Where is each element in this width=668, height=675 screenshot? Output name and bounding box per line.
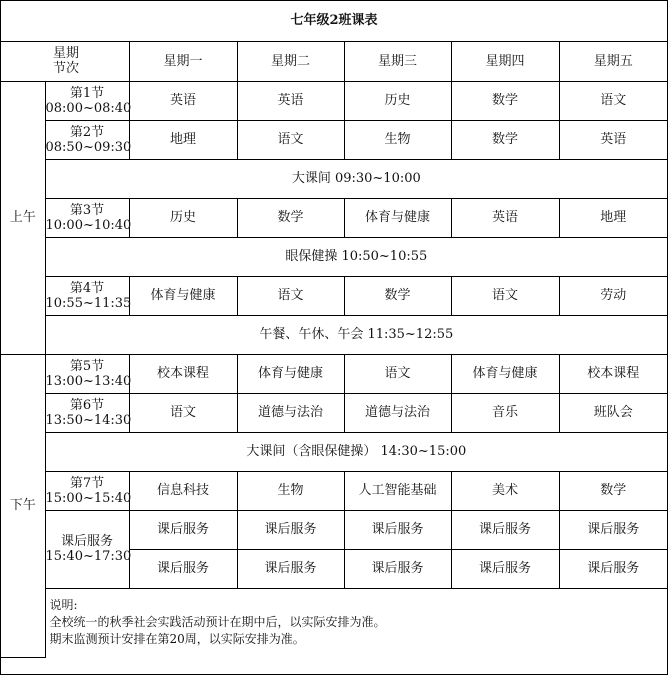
class-cell: 地理 xyxy=(129,120,237,159)
class-cell: 语文 xyxy=(237,120,344,159)
class-cell: 生物 xyxy=(344,120,451,159)
table-row xyxy=(1,354,667,393)
period-name: 第2节 xyxy=(69,124,105,140)
period-name: 第5节 xyxy=(69,358,105,374)
class-cell: 体育与健康 xyxy=(344,198,451,237)
class-cell: 道德与法治 xyxy=(237,393,344,432)
class-cell: 数学 xyxy=(451,81,559,120)
period-cell xyxy=(45,393,132,432)
class-cell: 英语 xyxy=(559,120,667,159)
big-break-am: 大课间 09:30~10:00 xyxy=(45,159,667,198)
class-cell: 生物 xyxy=(237,471,344,510)
after-school-cell xyxy=(45,510,132,588)
class-cell: 课后服务 xyxy=(344,549,451,588)
corner-cell xyxy=(1,41,129,81)
notes-line-2: 期末监测预计安排在第20周，以实际安排为准。 xyxy=(49,631,305,646)
session-morning: 上午 xyxy=(1,81,45,354)
period-time: 13:00~13:40 xyxy=(45,373,132,389)
class-cell: 信息科技 xyxy=(129,471,237,510)
class-cell: 地理 xyxy=(559,198,667,237)
period-time: 15:00~15:40 xyxy=(45,490,132,506)
class-cell: 英语 xyxy=(129,81,237,120)
table-row xyxy=(1,510,667,549)
class-cell: 道德与法治 xyxy=(344,393,451,432)
notes-cell xyxy=(45,588,667,657)
class-cell: 英语 xyxy=(451,198,559,237)
day-header-mon: 星期一 xyxy=(129,41,237,81)
corner-weekday-label: 星期 xyxy=(53,46,80,61)
day-header-tue: 星期二 xyxy=(237,41,344,81)
class-cell: 美术 xyxy=(451,471,559,510)
period-time: 08:00~08:40 xyxy=(45,100,132,116)
period-cell xyxy=(45,120,132,159)
period-time: 10:00~10:40 xyxy=(45,217,132,233)
period-name: 第1节 xyxy=(69,85,105,101)
class-cell: 语文 xyxy=(559,81,667,120)
class-cell: 语文 xyxy=(237,276,344,315)
day-header-wed: 星期三 xyxy=(344,41,451,81)
period-name: 第6节 xyxy=(69,397,105,413)
period-cell xyxy=(45,354,132,393)
class-cell: 历史 xyxy=(129,198,237,237)
timetable xyxy=(1,1,667,658)
period-cell xyxy=(45,276,132,315)
class-cell: 课后服务 xyxy=(344,510,451,549)
class-cell: 校本课程 xyxy=(559,354,667,393)
class-cell: 体育与健康 xyxy=(237,354,344,393)
table-title: 七年级2班课表 xyxy=(1,1,667,41)
break-row xyxy=(1,159,667,198)
table-row xyxy=(1,471,667,510)
class-cell: 课后服务 xyxy=(237,510,344,549)
class-cell: 历史 xyxy=(344,81,451,120)
class-cell: 劳动 xyxy=(559,276,667,315)
class-cell: 数学 xyxy=(344,276,451,315)
class-cell: 课后服务 xyxy=(559,510,667,549)
class-cell: 班队会 xyxy=(559,393,667,432)
class-cell: 课后服务 xyxy=(559,549,667,588)
period-time: 13:50~14:30 xyxy=(45,412,132,428)
class-cell: 课后服务 xyxy=(129,510,237,549)
class-cell: 体育与健康 xyxy=(129,276,237,315)
notes-block xyxy=(46,589,668,648)
period-name: 第3节 xyxy=(69,202,105,218)
eye-exercise: 眼保健操 10:50~10:55 xyxy=(45,237,667,276)
corner-period-label: 节次 xyxy=(53,61,80,76)
period-time: 08:50~09:30 xyxy=(45,139,132,155)
class-cell: 人工智能基础 xyxy=(344,471,451,510)
class-cell: 课后服务 xyxy=(237,549,344,588)
table-row xyxy=(1,198,667,237)
period-name: 第4节 xyxy=(69,280,105,296)
period-cell xyxy=(45,471,132,510)
notes-heading: 说明: xyxy=(49,597,78,612)
class-cell: 音乐 xyxy=(451,393,559,432)
class-cell: 语文 xyxy=(451,276,559,315)
class-cell: 数学 xyxy=(237,198,344,237)
lunch-row xyxy=(1,315,667,354)
notes-line-1: 全校统一的秋季社会实践活动预计在期中后，以实际安排为准。 xyxy=(49,614,386,629)
class-cell: 课后服务 xyxy=(451,549,559,588)
class-cell: 校本课程 xyxy=(129,354,237,393)
class-cell: 课后服务 xyxy=(451,510,559,549)
class-cell: 数学 xyxy=(559,471,667,510)
lunch-break: 午餐、午休、午会 11:35~12:55 xyxy=(45,315,667,354)
table-row xyxy=(1,120,667,159)
table-row xyxy=(1,393,667,432)
day-header-thu: 星期四 xyxy=(451,41,559,81)
after-school-name: 课后服务 xyxy=(60,534,113,549)
period-cell xyxy=(45,81,132,120)
period-name: 第7节 xyxy=(69,475,105,491)
break-row xyxy=(1,237,667,276)
class-cell: 体育与健康 xyxy=(451,354,559,393)
class-cell: 课后服务 xyxy=(129,549,237,588)
class-cell: 语文 xyxy=(129,393,237,432)
class-cell: 英语 xyxy=(237,81,344,120)
class-cell: 数学 xyxy=(451,120,559,159)
session-afternoon: 下午 xyxy=(1,354,45,657)
day-header-fri: 星期五 xyxy=(559,41,667,81)
period-time: 10:55~11:35 xyxy=(45,295,132,311)
table-row xyxy=(1,276,667,315)
class-cell: 语文 xyxy=(344,354,451,393)
big-break-pm: 大课间（含眼保健操） 14:30~15:00 xyxy=(45,432,667,471)
period-cell xyxy=(45,198,132,237)
header-row xyxy=(1,41,667,81)
after-school-time: 15:40~17:30 xyxy=(45,549,132,564)
break-row xyxy=(1,432,667,471)
table-row xyxy=(1,81,667,120)
